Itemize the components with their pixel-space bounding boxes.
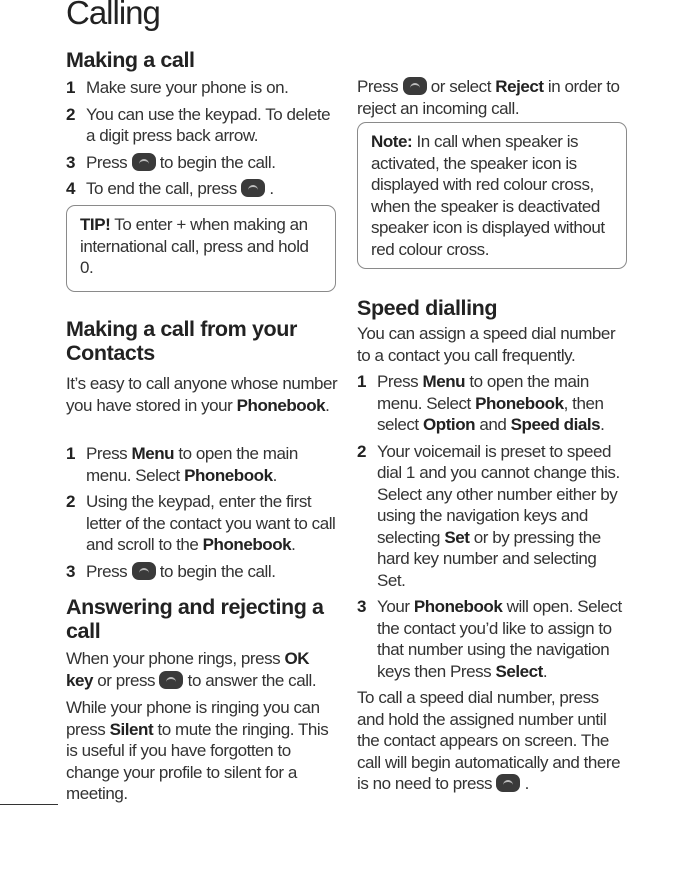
note-text: In call when speaker is activated, the speaker icon is displayed with red colour cross, when the speaker is deactivated speaker icon is displayed without red colour cross. [371, 132, 605, 259]
tip-label: TIP! [80, 215, 111, 234]
list-item: 4 To end the call, press . [66, 179, 274, 198]
making-call-heading: Making a call [66, 48, 195, 72]
list-item: 2 Using the keypad, enter the first letter of the contact you want to call and scroll to the Phonebook. [66, 492, 336, 554]
note-box [357, 122, 627, 269]
tip-box [66, 205, 336, 292]
speed-dialling-heading: Speed dialling [357, 296, 498, 320]
send-key-icon [159, 671, 183, 689]
speed-dialling-outro: To call a speed dial number, press and hold the assigned number until the contact appears on screen. The call will begin automatically and there is no need to press . [357, 688, 621, 793]
answering-para-1: When your phone rings, press OK key or press to answer the call. [66, 649, 317, 690]
list-item: 3 Your Phonebook will open. Select the contact you’d like to assign to that number using the navigation keys then Press Select. [357, 597, 622, 681]
end-key-icon [241, 179, 265, 197]
list-item: 3 Press to begin the call. [66, 152, 276, 172]
speed-dialling-intro: You can assign a speed dial number to a contact you call frequently. [357, 324, 616, 365]
speed-dialling-steps [357, 371, 629, 682]
send-key-icon [132, 153, 156, 171]
list-item: 1 Press Menu to open the main menu. Select Phonebook, then select Option and Speed dials. [357, 372, 605, 434]
making-call-steps [66, 77, 338, 200]
note-label: Note: [371, 132, 413, 151]
list-item: 1 Make sure your phone is on. [66, 78, 289, 97]
from-contacts-steps [66, 443, 338, 582]
end-key-icon [496, 774, 520, 792]
answering-para-2: While your phone is ringing you can press Silent to mute the ringing. This is useful if you have forgotten to change your profile to silent for a meeting. [66, 698, 329, 803]
from-contacts-intro: It’s easy to call anyone whose number you have stored in your Phonebook. [66, 374, 338, 415]
page-footer-rule [0, 804, 58, 805]
end-key-icon [403, 77, 427, 95]
page-title: Calling [66, 0, 160, 31]
list-item: 3 Press to begin the call. [66, 561, 276, 581]
answering-para-3: Press or select Reject in order to reject an incoming call. [357, 77, 620, 118]
list-item: 1 Press Menu to open the main menu. Select Phonebook. [66, 444, 298, 485]
list-item: 2 Your voicemail is preset to speed dial 1 and you cannot change this. Select any other number either by using the navigation keys and selecting Set or by pressing the hard key number and selecting Set. [357, 441, 620, 590]
answering-heading: Answering and rejecting a call [66, 595, 324, 643]
from-contacts-heading: Making a call from your Contacts [66, 317, 297, 365]
send-key-icon [132, 562, 156, 580]
list-item: 2 You can use the keypad. To delete a digit press back arrow. [66, 104, 331, 145]
tip-text: To enter + when making an international call, press and hold 0. [80, 215, 309, 277]
